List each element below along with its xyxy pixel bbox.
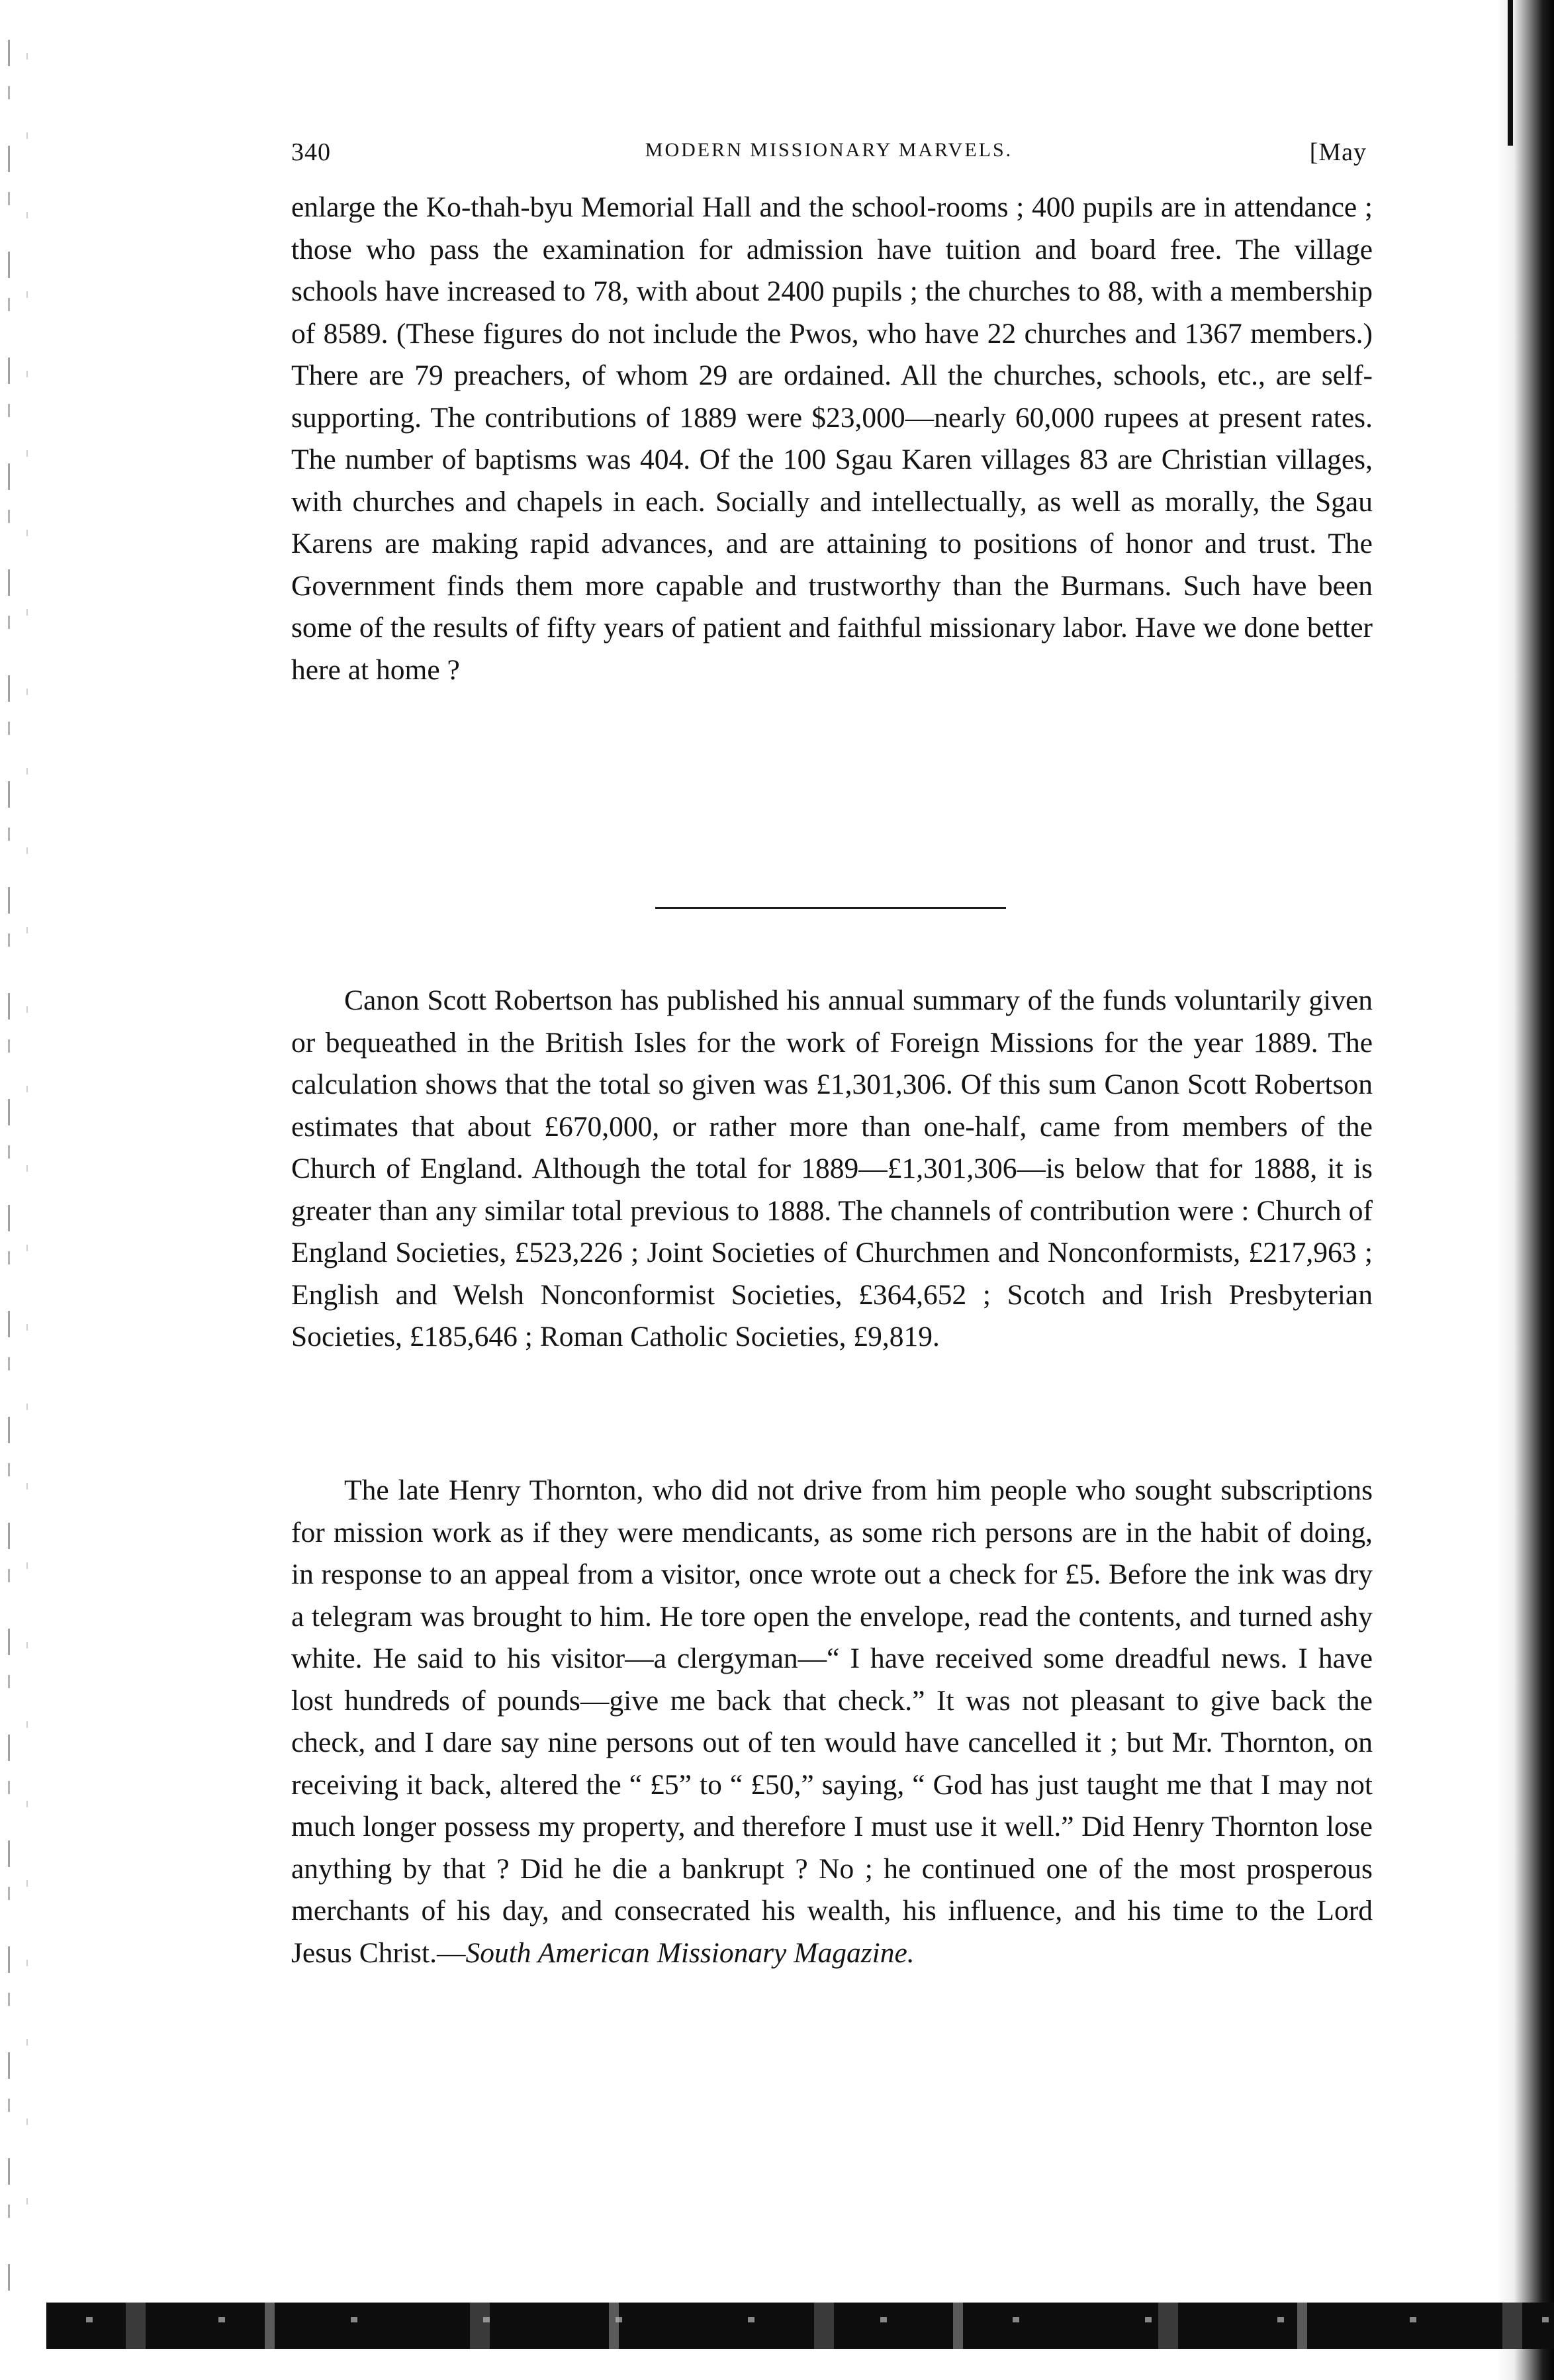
page-number: 340 — [291, 138, 331, 166]
scan-edge-left — [8, 40, 10, 2291]
thornton-text: The late Henry Thornton, who did not drive from him people who sought subscriptions for mission work as if they were mendicants, as some rich persons are in the habit of doing, in response to an appeal from a visitor, once wrote out a check for £5. Before the ink was dry a telegram was brought to him. He tore open the envelope, read the contents, and turned ashy white. He said to his visitor—a clergyman—“ I have received some dreadful news. I have lost hundreds of pounds—give me back that check.” It was not pleasant to give back the check, and I dare say nine persons out of ten would have cancelled it ; but Mr. Thornton, on receiving it back, altered the “ £5” to “ £50,” saying, “ God has just taught me that I may not much longer possess my property, and therefore I must use it well.” Did Henry Thornton lose anything by that ? Did he die a bankrupt ? No ; he continued one of the most prosperous merchants of his day, and consecrated his wealth, his influence, and his time to the Lord Jesus Christ.— — [291, 1474, 1373, 1969]
scan-edge-bottom-streak — [46, 2317, 1554, 2322]
running-head — [291, 138, 1367, 177]
scan-edge-right-mark — [1508, 0, 1513, 146]
source-attribution: South American Missionary Magazine. — [465, 1936, 915, 1969]
paragraph-foreign-missions-funds: Canon Scott Robertson has published his annual summary of the funds voluntarily given or bequeathed in the British Isles for the work of Foreign Missions for the year 1889. The calculation shows that the total so given was £1,301,306. Of this sum Canon Scott Robertson estimates that about £670,000, or rather more than one-half, came from members of the Church of England. Although the total for 1889—£1,301,306—is below that for 1888, it is greater than any similar total previous to 1888. The channels of contribution were : Church of England Societies, £523,226 ; Joint Societies of Churchmen and Nonconformists, £217,963 ; English and Welsh Nonconformist Societies, £364,652 ; Scotch and Irish Presbyterian Societies, £185,646 ; Roman Catholic Societies, £9,819. — [291, 984, 1373, 1353]
section-divider — [655, 907, 1006, 909]
running-month: [May — [1309, 138, 1367, 166]
paragraph-henry-thornton — [291, 1470, 1373, 1974]
running-title: MODERN MISSIONARY MARVELS. — [645, 139, 1013, 161]
scan-edge-right — [1497, 0, 1554, 2380]
scan-edge-left-marks — [26, 53, 28, 2238]
paragraph-karen-mission: enlarge the Ko-thah-byu Memorial Hall and the school-rooms ; 400 pupils are in attendance ; those who pass the examination for admission have tuition and board free. The village schools have increased to 78, with about 2400 pupils ; the churches to 88, with a membership of 8589. (These figures do not include the Pwos, who have 22 churches and 1367 members.) There are 79 preachers, of whom 29 are ordained. All the churches, schools, etc., are self-supporting. The contributions of 1889 were $23,000—nearly 60,000 rupees at present rates. The number of baptisms was 404. Of the 100 Sgau Karen villages 83 are Christian villages, with churches and chapels in each. Socially and intellectually, as well as morally, the Sgau Karens are making rapid advances, and are attaining to positions of honor and trust. The Government finds them more capable and trustworthy than the Burmans. Such have been some of the results of fifty years of patient and faithful missionary labor. Have we done better here at home ? — [291, 191, 1373, 686]
scan-edge-bottom — [46, 2303, 1554, 2349]
